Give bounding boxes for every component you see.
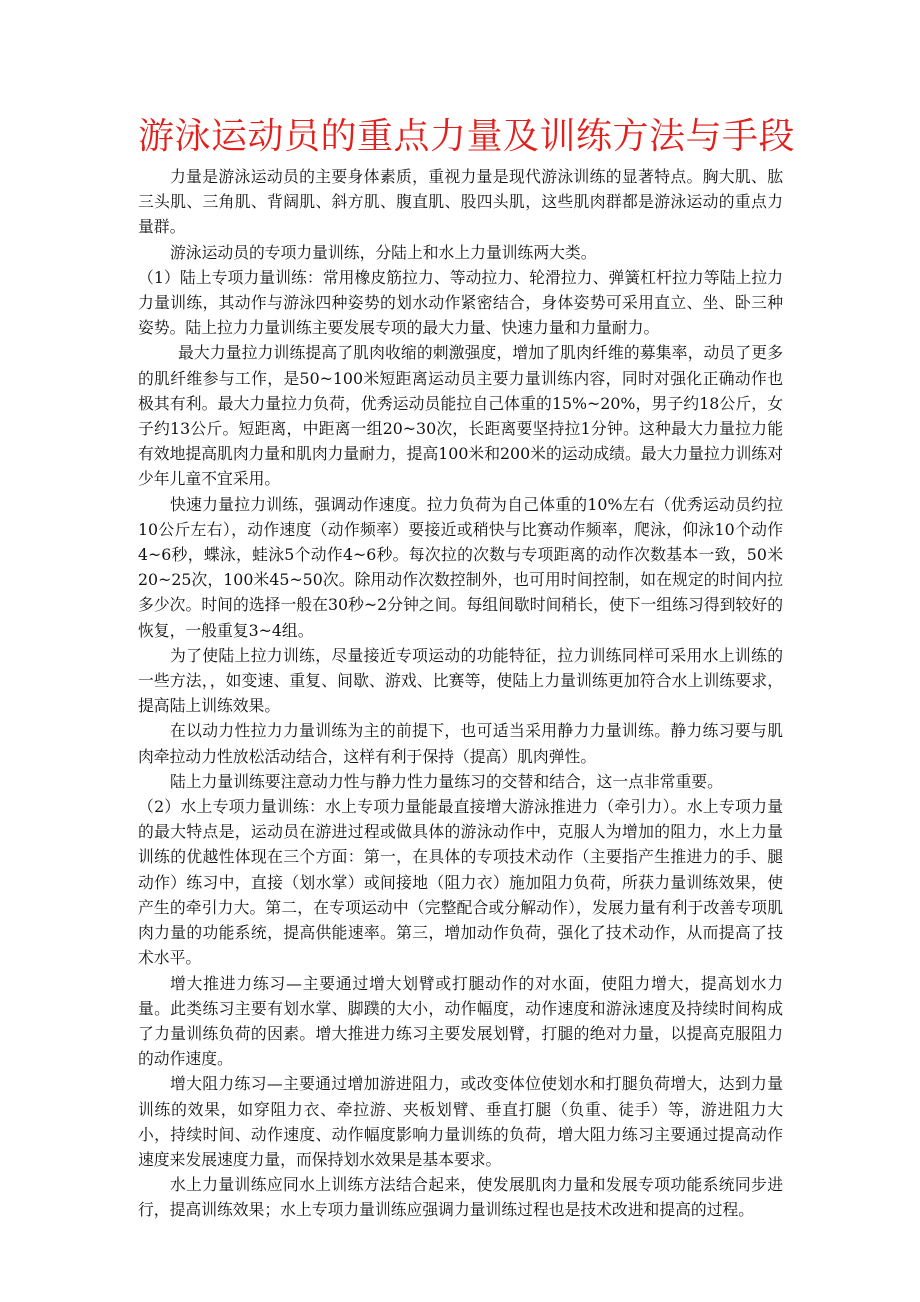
document-title: 游泳运动员的重点力量及训练方法与手段: [138, 116, 796, 157]
paragraph-water-training: （2）水上专项力量训练：水上专项力量能最直接增大游泳推进力（牵引力）。水上专项力量的最大特点是，运动员在游进过程或做具体的游泳动作中，克服人为增加的阻力，水上力量训练的优越性体现在三个方面：第一，在具体的专项技术动作（主要指产生推进力的手、腿动作）练习中，直接（划水掌）或间接地（阻力衣）施加阻力负荷，所获力量训练效果，使产生的牵引力大。第二，在专项运动中（完整配合或分解动作），发展力量有利于改善专项肌肉力量的功能系统，提高供能速率。第三，增加动作负荷，强化了技术动作，从而提高了技术水平。: [138, 797, 783, 968]
paragraph-resistance: 增大阻力练习—主要通过增加游进阻力，或改变体位使划水和打腿负荷增大，达到力量训练的效果，如穿阻力衣、牵拉游、夹板划臂、垂直打腿（负重、徒手）等，游进阻力大小，持续时间、动作速度、动作幅度影响力量训练的负荷，增大阻力练习主要通过提高动作速度来发展速度力量，而保持划水效果是基本要求。: [138, 1074, 783, 1169]
document-page: [138, 116, 796, 1223]
paragraph-land-training: （1）陆上专项力量训练：常用橡皮筋拉力、等动拉力、轮滑拉力、弹簧杠杆拉力等陆上拉力力量训练，其动作与游泳四种姿势的划水动作紧密结合，身体姿势可采用直立、坐、卧三种姿势。陆上拉力力量训练主要发展专项的最大力量、快速力量和力量耐力。: [138, 267, 783, 338]
paragraph-alternation: 陆上力量训练要注意动力性与静力性力量练习的交替和结合，这一点非常重要。: [170, 771, 723, 791]
paragraph-conclusion: 水上力量训练应同水上训练方法结合起来，使发展肌肉力量和发展专项功能系统同步进行，提高训练效果；水上专项力量训练应强调力量训练过程也是技术改进和提高的过程。: [138, 1175, 783, 1220]
paragraph-max-strength: 最大力量拉力训练提高了肌肉收缩的刺激强度，增加了肌肉纤维的募集率，动员了更多的肌纤维参与工作，是50~100米短距离运动员主要力量训练内容，同时对强化正确动作也极其有利。最大力量拉力负荷，优秀运动员能拉自己体重的15%~20%，男子约18公斤，女子约13公斤。短距离，中距离一组20~30次，长距离要坚持拉1分钟。这种最大力量拉力能有效地提高肌肉力量和肌肉力量耐力，提高100米和200米的运动成绩。最大力量拉力训练对少年儿童不宜采用。: [138, 343, 783, 489]
paragraph-categories: 游泳运动员的专项力量训练，分陆上和水上力量训练两大类。: [170, 242, 597, 262]
paragraph-propulsion: 增大推进力练习—主要通过增大划臂或打腿动作的对水面，使阻力增大，提高划水力量。此类练习主要有划水掌、脚蹼的大小，动作幅度，动作速度和游泳速度及持续时间构成了力量训练负荷的因素。增大推进力练习主要发展划臂，打腿的绝对力量，以提高克服阻力的动作速度。: [138, 973, 783, 1069]
paragraph-intro: 力量是游泳运动员的主要身体素质，重视力量是现代游泳训练的显著特点。胸大肌、肱三头肌、三角肌、背阔肌、斜方肌、腹直肌、股四头肌，这些肌肉群都是游泳运动的重点力量群。: [138, 167, 783, 237]
paragraph-land-methods: 为了使陆上拉力训练，尽量接近专项运动的功能特征，拉力训练同样可采用水上训练的一些方法，，如变速、重复、间歇、游戏、比赛等，使陆上力量训练更加符合水上训练要求，提高陆上训练效果。: [138, 645, 783, 716]
paragraph-static-strength: 在以动力性拉力力量训练为主的前提下，也可适当采用静力力量训练。静力练习要与肌肉牵拉动力性放松活动结合，这样有利于保持（提高）肌肉弹性。: [138, 721, 783, 766]
paragraph-speed-strength: 快速力量拉力训练，强调动作速度。拉力负荷为自己体重的10%左右（优秀运动员约拉10公斤左右），动作速度（动作频率）要接近或稍快与比赛动作频率，爬泳，仰泳10个动作4~6秒，蝶泳，蛙泳5个动作4~6秒。每次拉的次数与专项距离的动作次数基本一致，50米20~25次，100米45~50次。除用动作次数控制外，也可用时间控制，如在规定的时间内拉多少次。时间的选择一般在30秒~2分钟之间。每组间歇时间稍长，使下一组练习得到较好的恢复，一般重复3~4组。: [138, 494, 783, 640]
